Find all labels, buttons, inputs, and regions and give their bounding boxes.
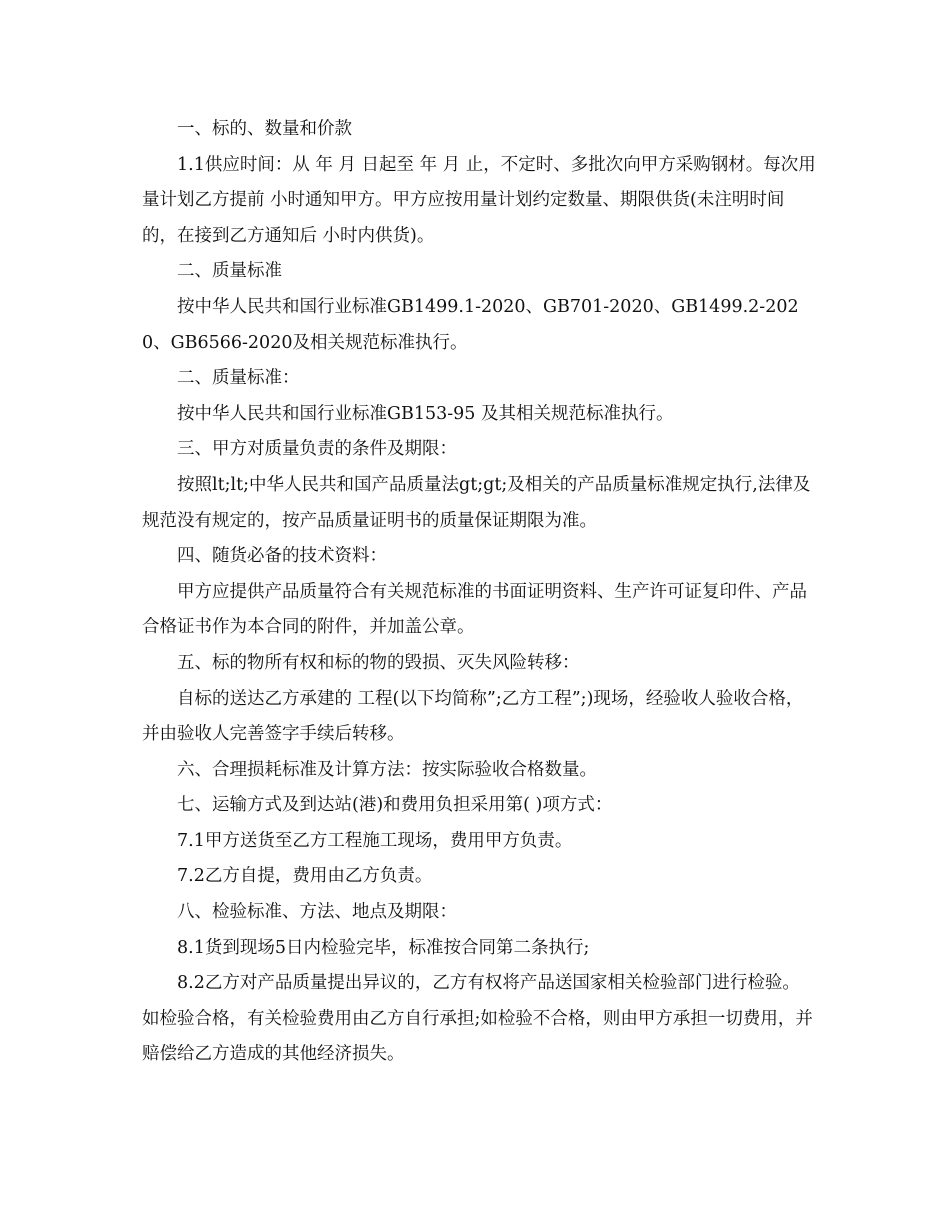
paragraph-ownership-transfer: 自标的送达乙方承建的 工程(以下均简称”;乙方工程”;)现场，经验收人验收合格，并由验收人完善签字手续后转移。 (142, 688, 804, 745)
section-heading-1: 一、标的、数量和价款 (177, 119, 352, 139)
paragraph-technical-documents: 甲方应提供产品质量符合有关规范标准的书面证明资料、生产许可证复印件、产品合格证书作为本合同的附件，并加盖公章。 (142, 581, 807, 638)
paragraph-quality-responsibility: 按照lt;lt;中华人民共和国产品质量法gt;gt;及相关的产品质量标准规定执行,法律及规范没有规定的，按产品质量证明书的质量保证期限为准。 (142, 474, 811, 531)
section-heading-7: 七、运输方式及到达站(港)和费用负担采用第( )项方式： (177, 795, 613, 816)
paragraph-transport-7-1: 7.1甲方送货至乙方工程施工现场，费用甲方负责。 (177, 830, 573, 851)
paragraph-transport-7-2: 7.2乙方自提，费用由乙方负责。 (177, 866, 433, 887)
paragraph-inspection-8-2: 8.2乙方对产品质量提出异议的，乙方有权将产品送国家相关检验部门进行检验。如检验合格，有关检验费用由乙方自行承担;如检验不合格，则由甲方承担一切费用，并赔偿给乙方造成的其他经济损失。 (142, 973, 813, 1065)
paragraph-inspection-8-1: 8.1货到现场5日内检验完毕，标准按合同第二条执行; (177, 937, 590, 958)
paragraph-supply-time: 1.1供应时间：从 年 月 日起至 年 月 止，不定时、多批次向甲方采购钢材。每次用量计划乙方提前 小时通知甲方。甲方应按用量计划约定数量、期限供货(未注明时间的，在接到乙方通知后 小时内供货)。 (142, 154, 816, 246)
section-heading-2: 二、质量标准 (177, 261, 282, 282)
section-heading-6: 六、合理损耗标准及计算方法：按实际验收合格数量。 (177, 759, 597, 780)
section-heading-8: 八、检验标准、方法、地点及期限： (177, 902, 457, 923)
paragraph-quality-standard: 按中华人民共和国行业标准GB1499.1-2020、GB701-2020、GB1499.2-2020、GB6566-2020及相关规范标准执行。 (142, 296, 799, 353)
document-body (142, 112, 817, 1073)
paragraph-quality-standard-b: 按中华人民共和国行业标准GB153-95 及其相关规范标准执行。 (177, 403, 674, 424)
section-heading-5: 五、标的物所有权和标的物的毁损、灭失风险转移： (177, 652, 580, 673)
section-heading-2b: 二、质量标准： (177, 368, 300, 389)
section-heading-4: 四、随货必备的技术资料： (177, 546, 387, 567)
section-heading-3: 三、甲方对质量负责的条件及期限： (177, 439, 457, 460)
